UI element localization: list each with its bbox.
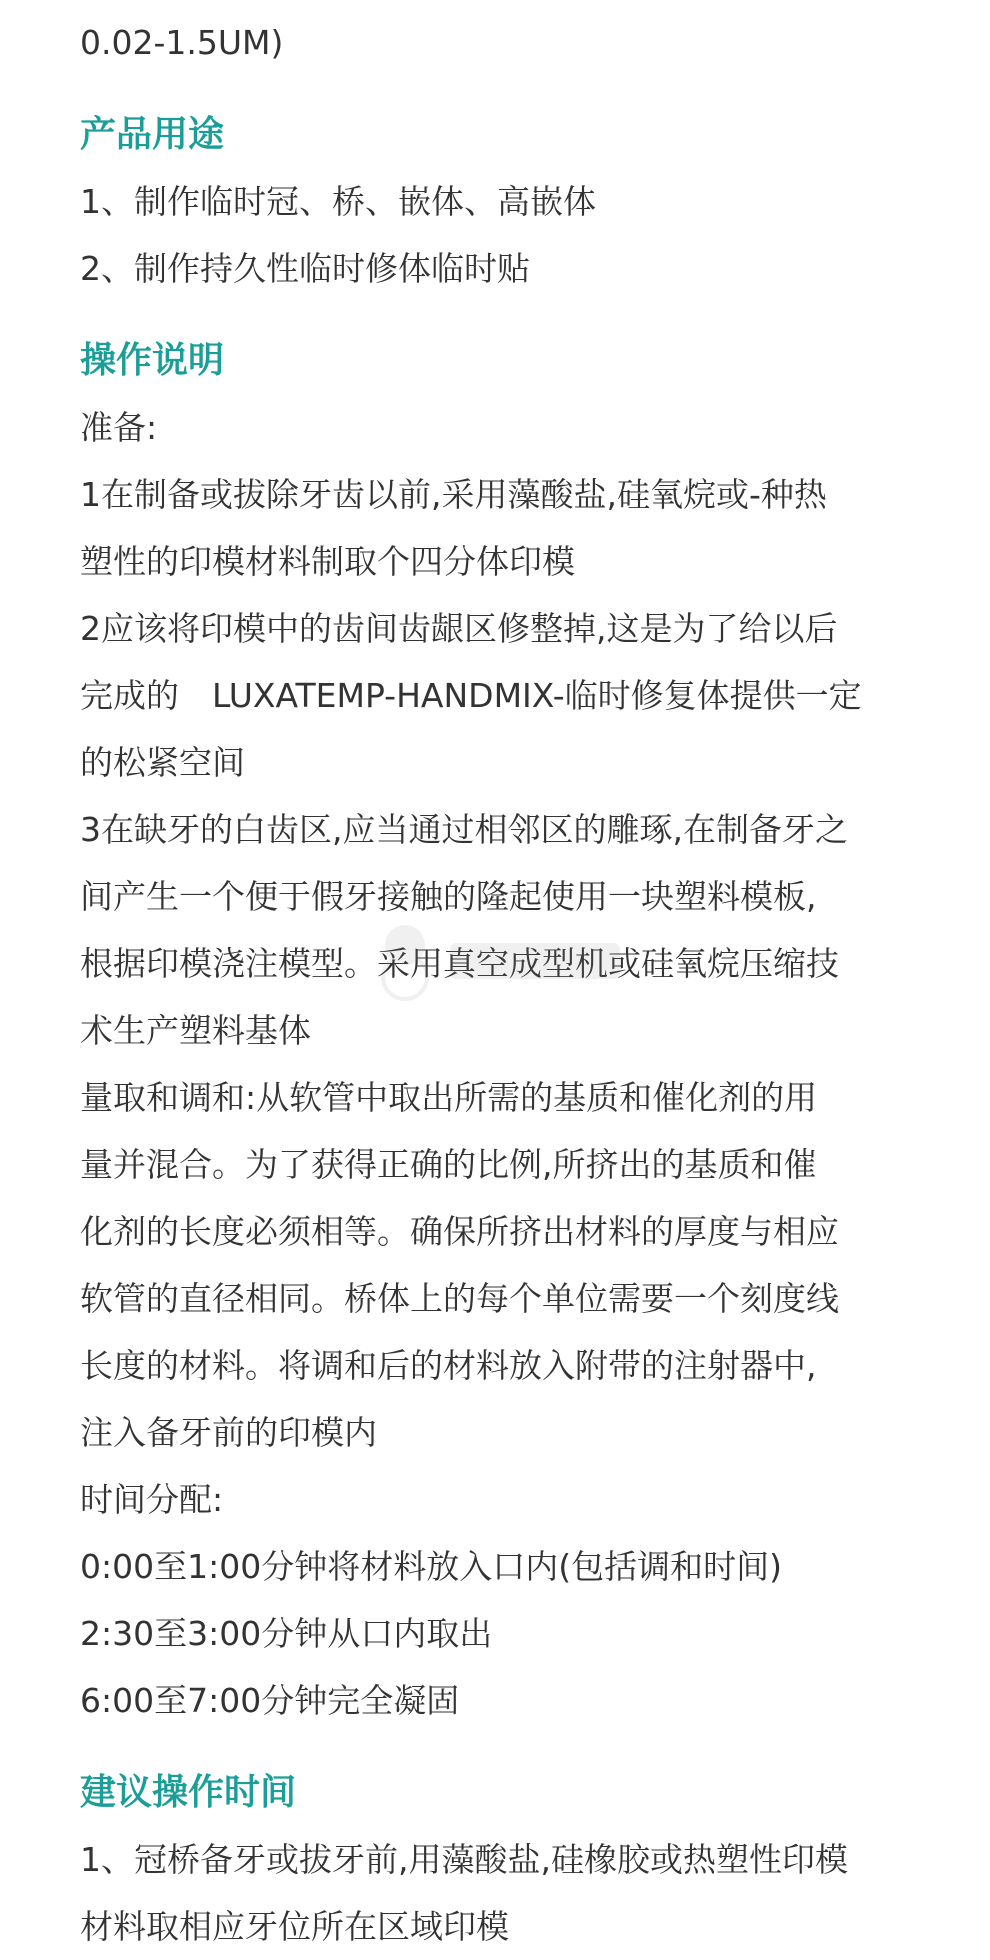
document-body [80, 0, 940, 1960]
operation-line-15: 长度的材料。将调和后的材料放入附带的注射器中, [80, 1346, 817, 1385]
usage-heading: 产品用途 [80, 114, 225, 155]
operation-line-16: 注入备牙前的印模内 [80, 1413, 377, 1452]
operation-line-13: 化剂的长度必须相等。确保所挤出材料的厚度与相应 [80, 1212, 839, 1251]
operation-line-9: 根据印模浇注模型。采用真空成型机或硅氧烷压缩技 [80, 944, 839, 983]
operation-line-14: 软管的直径相同。桥体上的每个单位需要一个刻度线 [80, 1279, 839, 1318]
operation-line-1: 准备: [80, 408, 158, 447]
suggested-line-2: 材料取相应牙位所在区域印模 [80, 1907, 509, 1946]
suggested-line-1: 1、冠桥备牙或拔牙前,用藻酸盐,硅橡胶或热塑性印模 [80, 1840, 848, 1879]
suggested-heading: 建议操作时间 [80, 1772, 297, 1813]
intro-line: 0.02-1.5UM) [80, 23, 284, 62]
operation-line-12: 量并混合。为了获得正确的比例,所挤出的基质和催 [80, 1145, 817, 1184]
operation-line-7: 3在缺牙的白齿区,应当通过相邻区的雕琢,在制备牙之 [80, 810, 848, 849]
operation-line-4: 2应该将印模中的齿间齿龈区修整掉,这是为了给以后 [80, 609, 838, 648]
operation-line-20: 6:00至7:00分钟完全凝固 [80, 1681, 460, 1720]
usage-line-2: 2、制作持久性临时修体临时贴 [80, 249, 530, 288]
operation-line-19: 2:30至3:00分钟从口内取出 [80, 1614, 493, 1653]
operation-line-10: 术生产塑料基体 [80, 1011, 311, 1050]
operation-heading: 操作说明 [80, 340, 225, 381]
operation-line-8: 间产生一个便于假牙接触的隆起使用一块塑料模板, [80, 877, 817, 916]
operation-line-2: 1在制备或拔除牙齿以前,采用藻酸盐,硅氧烷或-种热 [80, 475, 827, 514]
operation-line-5: 完成的 LUXATEMP-HANDMIX-临时修复体提供一定 [80, 676, 862, 715]
operation-line-17: 时间分配: [80, 1480, 224, 1519]
operation-line-18: 0:00至1:00分钟将材料放入口内(包括调和时间) [80, 1547, 782, 1586]
operation-line-3: 塑性的印模材料制取个四分体印模 [80, 542, 575, 581]
operation-line-11: 量取和调和:从软管中取出所需的基质和催化剂的用 [80, 1078, 818, 1117]
usage-line-1: 1、制作临时冠、桥、嵌体、高嵌体 [80, 182, 596, 221]
operation-line-6: 的松紧空间 [80, 743, 245, 782]
